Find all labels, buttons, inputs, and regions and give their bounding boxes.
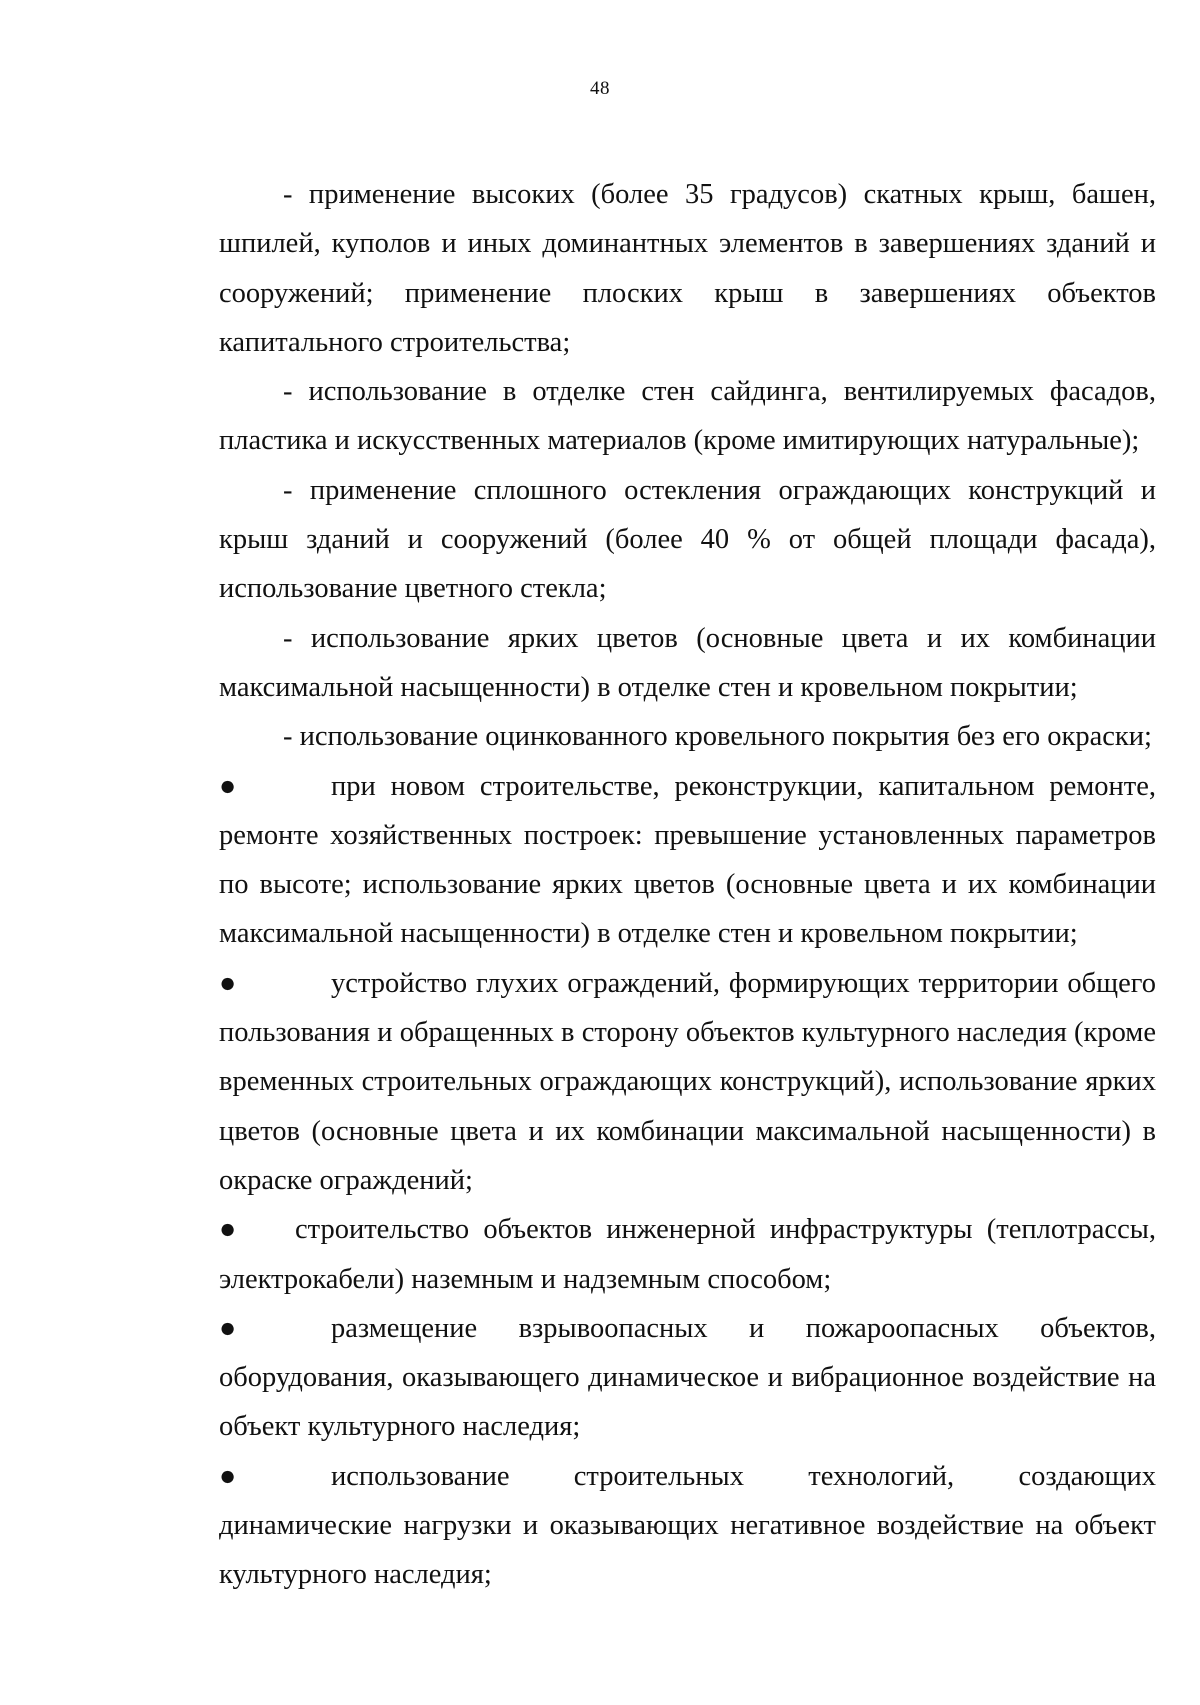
paragraph-text: строительство объектов инженерной инфраструктуры (теплотрассы, электрокабели) наземным и надземным способом; <box>219 1214 1156 1295</box>
paragraph-solid-glazing: - применение сплошного остекления ограждающих конструкций и крыш зданий и сооружений (более 40 % от общей площади фасада), использование цветного стекла; <box>219 474 1156 605</box>
bullet-icon: ● <box>219 770 237 802</box>
paragraph-outbuildings <box>219 762 1156 959</box>
document-body <box>219 170 1156 1600</box>
paragraph-infrastructure <box>219 1205 1156 1304</box>
paragraph-text: устройство глухих ограждений, формирующих территории общего пользования и обращенных в сторону объектов культурного наследия (кроме временных строительных ограждающих конструкций), использование ярких цветов (основные цвета и их комбинации максимальной насыщенности) в окраске ограждений; <box>219 967 1156 1196</box>
page-number: 48 <box>590 78 610 99</box>
paragraph-text: при новом строительстве, реконструкции, капитальном ремонте, ремонте хозяйственных построек: превышение установленных параметров по высоте; использование ярких цветов (основные цвета и их комбинации максимальной насыщенности) в отделке стен и кровельном покрытии; <box>219 770 1156 950</box>
paragraph-galvanized-roofing: - использование оцинкованного кровельного покрытия без его окраски; <box>283 721 1152 753</box>
paragraph-bright-colors: - использование ярких цветов (основные цвета и их комбинации максимальной насыщенности) в отделке стен и кровельном покрытии; <box>219 622 1156 703</box>
paragraph-hazardous-objects <box>219 1304 1156 1452</box>
paragraph-solid-fences <box>219 959 1156 1205</box>
paragraph-text: использование строительных технологий, создающих динамические нагрузки и оказывающих негативное воздействие на объект культурного наследия; <box>219 1460 1156 1591</box>
paragraph-text: размещение взрывоопасных и пожароопасных объектов, оборудования, оказывающего динамическое и вибрационное воздействие на объект культурного наследия; <box>219 1312 1156 1443</box>
paragraph-construction-technologies <box>219 1452 1156 1600</box>
bullet-icon: ● <box>219 1460 237 1492</box>
paragraph-siding-finishes: - использование в отделке стен сайдинга, вентилируемых фасадов, пластика и искусственных материалов (кроме имитирующих натуральные); <box>219 376 1156 457</box>
bullet-icon: ● <box>219 967 237 999</box>
paragraph-steep-roofs: - применение высоких (более 35 градусов) скатных крыш, башен, шпилей, куполов и иных доминантных элементов в завершениях зданий и сооружений; применение плоских крыш в завершениях объектов капитального строительства; <box>219 179 1156 358</box>
bullet-icon: ● <box>219 1312 237 1344</box>
bullet-icon: ● <box>219 1214 237 1246</box>
